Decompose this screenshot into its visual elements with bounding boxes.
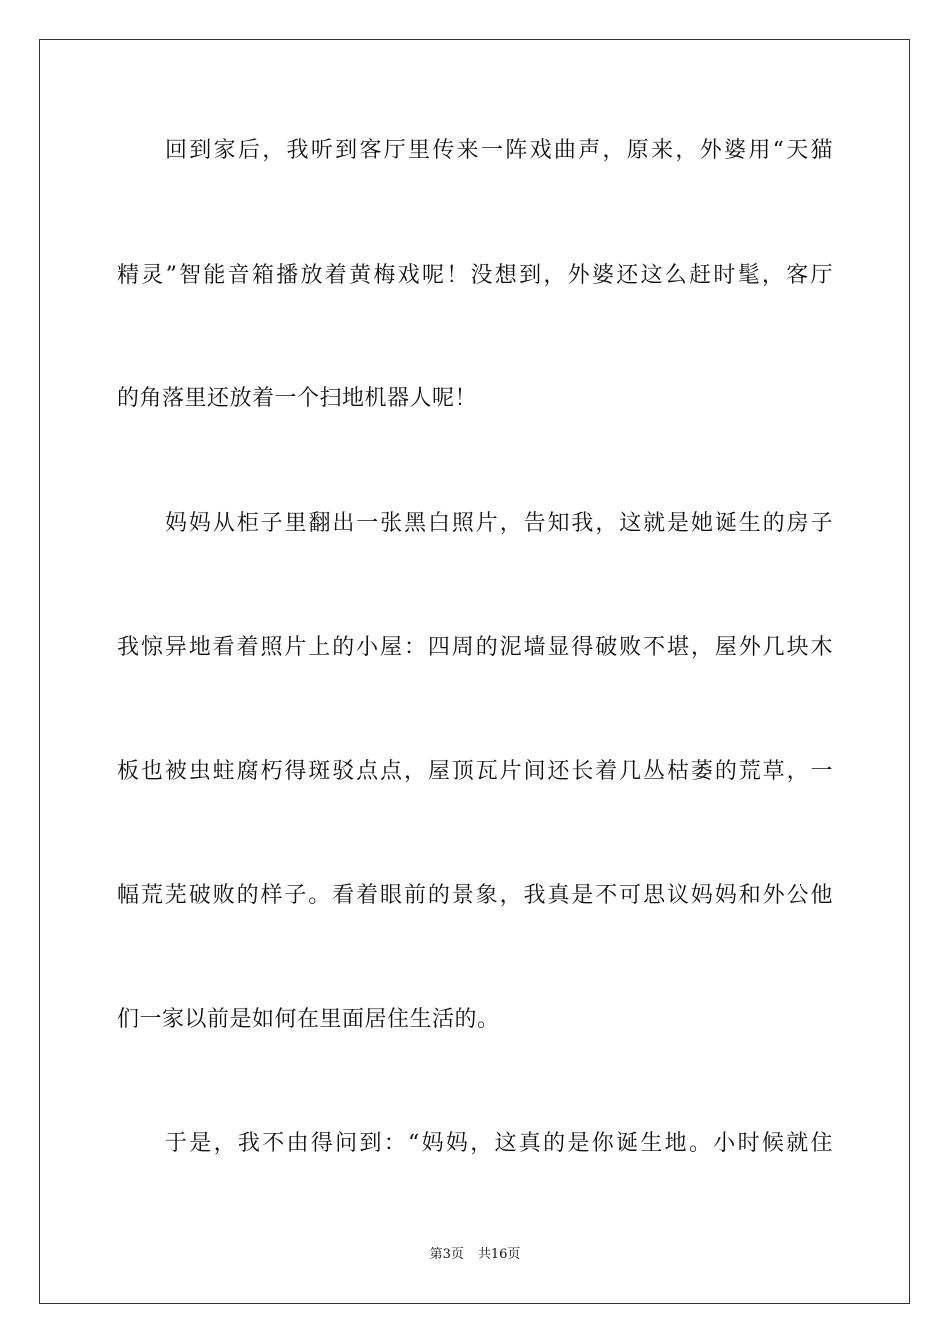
paragraph-line: 于是，我不由得问到：“妈妈，这真的是你诞生地。小时候就住 [165,1131,833,1156]
paragraph-line: 精灵”智能音箱播放着黄梅戏呢！没想到，外婆还这么赶时髦，客厅 [117,263,833,288]
page-border [39,39,910,1304]
paragraph-line: 幅荒芜破败的样子。看着眼前的景象，我真是不可思议妈妈和外公他 [117,883,833,908]
paragraph-line: 的角落里还放着一个扫地机器人呢！ [117,386,478,411]
paragraph-line: 妈妈从柜子里翻出一张黑白照片，告知我，这就是她诞生的房子 [165,511,833,536]
paragraph-line: 回到家后，我听到客厅里传来一阵戏曲声，原来，外婆用“天猫 [165,138,833,163]
paragraph-line: 我惊异地看着照片上的小屋：四周的泥墙显得破败不堪，屋外几块木 [117,635,833,660]
page-number: 第3页 [429,1247,464,1262]
paragraph-line: 板也被虫蛀腐朽得斑驳点点，屋顶瓦片间还长着几丛枯萎的荒草，一 [117,759,833,784]
page-total: 共16页 [477,1247,521,1262]
page-footer [0,1247,950,1263]
paragraph-line: 们一家以前是如何在里面居住生活的。 [117,1007,500,1032]
